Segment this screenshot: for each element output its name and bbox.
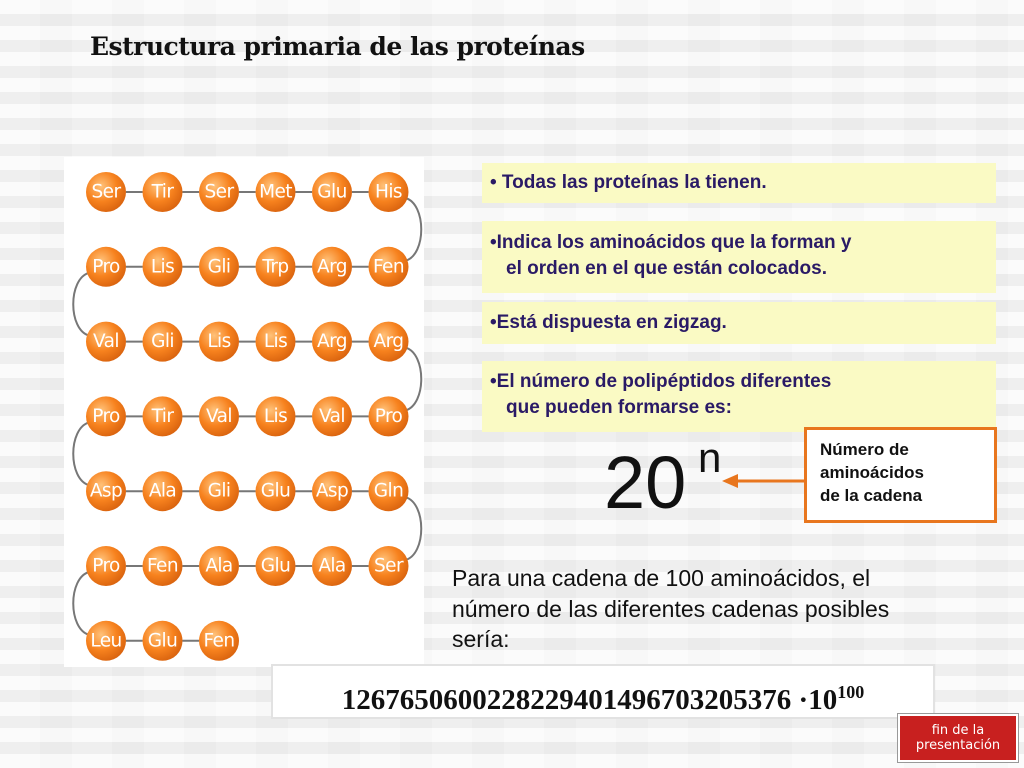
amino-acid-bead [86,621,126,661]
amino-acid-bead [369,172,409,212]
amino-acid-label: Lis [207,331,231,353]
amino-acid-label: Val [319,405,345,427]
amino-acid-label: Pro [92,405,120,427]
amino-acid-bead [312,546,352,586]
chain-turn-link [406,198,422,261]
amino-acid-bead [312,471,352,511]
amino-acid-label: Fen [147,555,178,577]
amino-acid-bead [143,471,183,511]
chain-turn-link [406,497,422,560]
amino-acid-label: Lis [150,256,175,278]
amino-acid-label: Gli [151,331,174,353]
amino-acid-bead [199,471,239,511]
amino-acid-label: Pro [374,405,403,427]
amino-acid-label: Ser [91,181,121,203]
formula-exponent: n [698,434,722,481]
amino-acid-label: Gln [373,480,404,502]
result-exponent: 100 [837,682,865,702]
bullet-box-3 [482,302,996,344]
amino-acid-bead [256,471,296,511]
amino-acid-bead [369,471,409,511]
amino-acid-bead [143,322,183,362]
bullet-2-line-1: •Indica los aminoácidos que la forman y [490,232,852,253]
left-arrow-icon [722,473,806,489]
amino-acid-bead [143,396,183,436]
amino-acid-label: Asp [89,480,123,502]
chain-turn-link [73,422,89,485]
note-box [804,427,997,523]
amino-acid-bead [256,546,296,586]
amino-acid-chain-diagram [64,157,424,667]
amino-acid-label: Tir [151,405,174,427]
amino-acid-label: Glu [147,630,178,652]
bullet-2-line-2: el orden en el que están colocados. [506,258,827,279]
end-presentation-button[interactable] [898,714,1018,762]
amino-acid-bead [312,172,352,212]
note-line-3: de la cadena [820,486,923,505]
bullet-box-4 [482,361,996,432]
amino-acid-bead [143,546,183,586]
amino-acid-label: Fen [373,256,404,278]
amino-acid-label: Met [259,181,292,203]
amino-acid-label: Ser [204,181,234,203]
amino-acid-label: Arg [317,256,347,278]
end-button-line-1: fin de la [931,723,985,738]
chain-turn-link [73,572,89,635]
amino-acid-bead [369,396,409,436]
amino-acid-bead [199,621,239,661]
amino-acid-label: Leu [90,630,122,652]
amino-acid-label: Ala [148,480,177,502]
paragraph-line-1: Para una cadena de 100 aminoácidos, el [452,565,871,591]
amino-acid-label: His [375,181,402,203]
result-mantissa: 1267650600228229401496703205376 ·10 [341,684,838,716]
amino-acid-bead [143,172,183,212]
paragraph-line-2: número de las diferentes cadenas posibles [452,595,890,622]
bullet-4-line-2: que pueden formarse es: [506,397,732,418]
amino-acid-chain-panel [64,157,424,667]
amino-acid-bead [86,471,126,511]
amino-acid-bead [143,247,183,287]
slide-title: Estructura primaria de las proteínas [90,32,585,61]
bullet-4-line-1: •El número de polipéptidos diferentes [490,371,832,392]
amino-acid-bead [256,396,296,436]
bullet-box-2 [482,221,996,293]
amino-acid-label: Arg [373,331,404,353]
amino-acid-bead [199,546,239,586]
amino-acid-label: Val [93,331,119,353]
formula-20-power-n [604,434,722,525]
amino-acid-bead [86,546,126,586]
amino-acid-label: Ser [374,555,403,577]
amino-acid-label: Lis [263,331,288,353]
amino-acid-bead [256,172,296,212]
explanation-paragraph [452,563,1007,655]
amino-acid-bead [369,247,409,287]
amino-acid-label: Lis [263,405,288,427]
chain-turn-link [73,273,89,336]
amino-acid-bead [143,621,183,661]
paragraph-line-3: sería: [452,626,510,652]
amino-acid-bead [86,396,126,436]
amino-acid-bead [199,322,239,362]
amino-acid-bead [369,546,409,586]
amino-acid-bead [312,322,352,362]
amino-acid-label: Ala [205,555,233,577]
amino-acid-label: Val [206,405,232,427]
amino-acid-bead [86,172,126,212]
amino-acid-bead [312,247,352,287]
amino-acid-label: Asp [315,480,349,502]
note-line-2: aminoácidos [820,463,924,482]
amino-acid-label: Glu [260,480,291,502]
end-button-line-2: presentación [915,738,1001,753]
amino-acid-label: Pro [92,555,120,577]
amino-acid-label: Trp [262,256,289,278]
result-number-box [271,664,935,719]
amino-acid-label: Glu [317,181,347,203]
amino-acid-bead [86,247,126,287]
amino-acid-bead [256,322,296,362]
bullet-box-1 [482,163,996,203]
amino-acid-bead [199,396,239,436]
bullet-1-text: • Todas las proteínas la tienen. [490,172,767,193]
amino-acid-bead [256,247,296,287]
amino-acid-label: Pro [92,256,120,278]
amino-acid-label: Fen [203,630,235,652]
amino-acid-bead [86,322,126,362]
amino-acid-label: Ala [318,555,346,577]
amino-acid-label: Gli [207,256,231,278]
amino-acid-bead [199,172,239,212]
note-line-1: Número de [820,440,909,459]
amino-acid-label: Glu [260,555,291,577]
amino-acid-bead [369,322,409,362]
amino-acid-label: Tir [151,181,174,203]
formula-base: 20 [604,441,687,524]
amino-acid-label: Gli [207,480,231,502]
bullet-3-text: •Está dispuesta en zigzag. [490,312,727,333]
amino-acid-bead [199,247,239,287]
chain-turn-link [406,348,422,411]
amino-acid-bead [312,396,352,436]
amino-acid-label: Arg [317,331,347,353]
